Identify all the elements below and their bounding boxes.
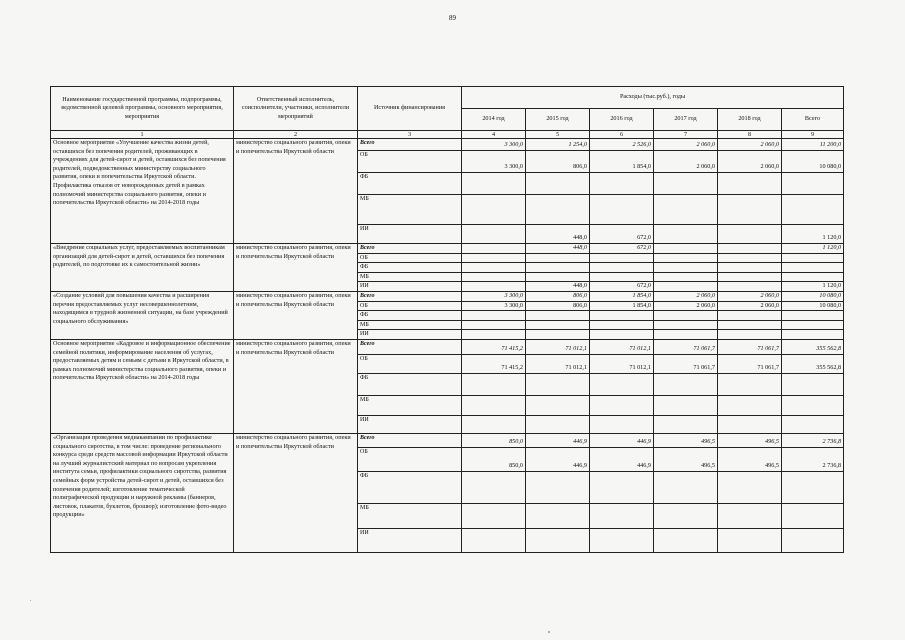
amount-cell	[526, 528, 590, 552]
amount-cell	[462, 272, 526, 282]
amount-cell: 1 120,0	[782, 244, 844, 254]
amount-cell: 3 300,0	[462, 139, 526, 151]
amount-cell: 2 526,0	[590, 139, 654, 151]
amount-cell	[654, 320, 718, 330]
funding-source-cell: ОБ	[358, 354, 462, 373]
funding-source-cell: МБ	[358, 395, 462, 415]
scan-speck	[30, 600, 31, 601]
amount-cell	[718, 320, 782, 330]
amount-cell	[782, 528, 844, 552]
amount-cell	[462, 395, 526, 415]
column-number: 1	[51, 131, 234, 139]
executor-cell: министерство социального развития, опеки и попечительства Иркутской области	[234, 139, 358, 244]
amount-cell	[782, 503, 844, 528]
amount-cell	[526, 415, 590, 433]
executor-cell: министерство социального развития, опеки и попечительства Иркутской области	[234, 339, 358, 433]
header-total: Всего	[782, 109, 844, 131]
amount-cell	[462, 173, 526, 195]
table-row	[51, 433, 844, 447]
amount-cell	[526, 173, 590, 195]
amount-cell	[782, 253, 844, 263]
amount-cell	[718, 330, 782, 340]
amount-cell: 10 080,0	[782, 151, 844, 173]
amount-cell: 3 300,0	[462, 151, 526, 173]
amount-cell	[654, 528, 718, 552]
amount-cell: 1 854,0	[590, 301, 654, 311]
amount-cell	[782, 320, 844, 330]
amount-cell	[782, 263, 844, 273]
amount-cell: 71 415,2	[462, 354, 526, 373]
amount-cell	[526, 503, 590, 528]
amount-cell	[718, 225, 782, 244]
header-year: 2017 год	[654, 109, 718, 131]
amount-cell: 2 736,8	[782, 433, 844, 447]
amount-cell: 2 736,8	[782, 447, 844, 471]
funding-source-cell: ОБ	[358, 253, 462, 263]
table-row	[51, 139, 844, 151]
amount-cell: 496,5	[718, 447, 782, 471]
funding-source-cell: МБ	[358, 503, 462, 528]
amount-cell	[462, 503, 526, 528]
table-row	[51, 339, 844, 354]
amount-cell	[718, 528, 782, 552]
funding-source-cell: ФБ	[358, 263, 462, 273]
executor-cell: министерство социального развития, опеки и попечительства Иркутской области	[234, 291, 358, 339]
header-year: 2018 год	[718, 109, 782, 131]
amount-cell	[462, 225, 526, 244]
amount-cell	[718, 173, 782, 195]
amount-cell	[526, 471, 590, 503]
amount-cell	[654, 503, 718, 528]
amount-cell	[526, 320, 590, 330]
column-number: 6	[590, 131, 654, 139]
funding-source-cell: МБ	[358, 320, 462, 330]
amount-cell: 850,0	[462, 433, 526, 447]
funding-source-cell: Всего	[358, 291, 462, 301]
column-number: 7	[654, 131, 718, 139]
amount-cell: 10 080,0	[782, 301, 844, 311]
scan-speck	[548, 631, 550, 633]
funding-source-cell: ИИ	[358, 528, 462, 552]
amount-cell	[526, 195, 590, 225]
amount-cell: 2 060,0	[654, 139, 718, 151]
amount-cell	[590, 320, 654, 330]
amount-cell: 1 854,0	[590, 291, 654, 301]
amount-cell: 2 060,0	[718, 301, 782, 311]
amount-cell	[526, 272, 590, 282]
column-number: 3	[358, 131, 462, 139]
amount-cell	[718, 471, 782, 503]
amount-cell	[782, 330, 844, 340]
column-number: 2	[234, 131, 358, 139]
amount-cell	[782, 395, 844, 415]
funding-source-cell: ОБ	[358, 447, 462, 471]
header-executor: Ответственный исполнитель, соисполнители, участники, исполнители мероприятий	[234, 87, 358, 131]
amount-cell	[718, 263, 782, 273]
amount-cell	[462, 253, 526, 263]
amount-cell: 71 012,1	[526, 339, 590, 354]
executor-cell: министерство социального развития, опеки и попечительства Иркутской области	[234, 244, 358, 292]
amount-cell: 71 061,7	[718, 339, 782, 354]
amount-cell	[654, 373, 718, 395]
amount-cell	[462, 528, 526, 552]
funding-source-cell: ФБ	[358, 471, 462, 503]
amount-cell: 1 120,0	[782, 282, 844, 292]
amount-cell	[654, 244, 718, 254]
amount-cell: 2 060,0	[654, 301, 718, 311]
amount-cell	[782, 373, 844, 395]
funding-source-cell: ФБ	[358, 173, 462, 195]
header-expenses: Расходы (тыс.руб.), годы	[462, 87, 844, 109]
amount-cell: 448,0	[526, 244, 590, 254]
amount-cell: 1 120,0	[782, 225, 844, 244]
amount-cell: 71 012,1	[590, 354, 654, 373]
amount-cell	[590, 272, 654, 282]
amount-cell: 11 200,0	[782, 139, 844, 151]
column-number: 5	[526, 131, 590, 139]
table-row	[51, 244, 844, 254]
table-row	[51, 291, 844, 301]
amount-cell	[462, 263, 526, 273]
funding-source-cell: МБ	[358, 195, 462, 225]
amount-cell: 355 562,8	[782, 354, 844, 373]
funding-source-cell: Всего	[358, 339, 462, 354]
amount-cell: 496,5	[654, 433, 718, 447]
executor-cell: министерство социального развития, опеки и попечительства Иркутской области	[234, 433, 358, 552]
amount-cell	[718, 253, 782, 263]
program-name-cell: Основное мероприятие «Кадровое и информационное обеспечение семейной политики, информирование населения об услугах, предоставляемых детям и семьям с детьми в Иркутской области, в рамках полномочий министерства социального развития, опеки и попечительства Иркутской области» на 2014-2018 годы	[51, 339, 234, 433]
amount-cell: 355 562,8	[782, 339, 844, 354]
program-name-cell: «Создание условий для повышения качества и расширения перечня предоставляемых услуг несовершеннолетним, находящимся в трудной жизненной ситуации, на базе учреждений социального обслуживания»	[51, 291, 234, 339]
amount-cell	[590, 330, 654, 340]
amount-cell	[590, 471, 654, 503]
amount-cell: 850,0	[462, 447, 526, 471]
amount-cell	[782, 415, 844, 433]
funding-source-cell: ИИ	[358, 330, 462, 340]
amount-cell	[590, 263, 654, 273]
amount-cell	[718, 195, 782, 225]
amount-cell: 446,9	[526, 433, 590, 447]
amount-cell: 71 061,7	[718, 354, 782, 373]
amount-cell: 672,0	[590, 225, 654, 244]
amount-cell: 3 300,0	[462, 291, 526, 301]
header-source: Источник финансирования	[358, 87, 462, 131]
budget-table	[50, 86, 844, 553]
amount-cell: 672,0	[590, 244, 654, 254]
amount-cell	[654, 253, 718, 263]
amount-cell	[462, 320, 526, 330]
column-number: 9	[782, 131, 844, 139]
funding-source-cell: МБ	[358, 272, 462, 282]
amount-cell: 2 060,0	[654, 151, 718, 173]
amount-cell	[654, 311, 718, 321]
column-numbers-row	[51, 131, 844, 139]
amount-cell	[526, 263, 590, 273]
amount-cell	[590, 373, 654, 395]
amount-cell: 71 061,7	[654, 339, 718, 354]
funding-source-cell: ИИ	[358, 415, 462, 433]
amount-cell	[462, 244, 526, 254]
funding-source-cell: Всего	[358, 433, 462, 447]
amount-cell: 71 061,7	[654, 354, 718, 373]
program-name-cell: «Организация проведения медиакампании по профилактике социального сиротства, в том числе: проведение регионального конкурса среди средств массовой информации Иркутской области на лучший журналистский материал по вопросам укрепления института семьи, профилактики социального сиротства, развития семейных форм устройства детей-сирот и детей, оставшихся без попечения родителей; изготовление тематической полиграфической продукции и наружной рекламы (баннеров, листовок, плакатов, буклетов, брошюр); изготовление фото-видео продукции»	[51, 433, 234, 552]
funding-source-cell: ИИ	[358, 282, 462, 292]
funding-source-cell: Всего	[358, 244, 462, 254]
program-name-cell: «Внедрение социальных услуг, предоставляемых воспитанникам организаций для детей-сирот и детей, оставшихся без попечения родителей, по подготовке их к самостоятельной жизни»	[51, 244, 234, 292]
amount-cell	[526, 330, 590, 340]
amount-cell	[654, 272, 718, 282]
amount-cell: 446,9	[590, 447, 654, 471]
amount-cell	[718, 282, 782, 292]
amount-cell: 10 080,0	[782, 291, 844, 301]
amount-cell: 2 060,0	[718, 151, 782, 173]
amount-cell	[462, 373, 526, 395]
amount-cell: 3 300,0	[462, 301, 526, 311]
amount-cell	[590, 415, 654, 433]
funding-source-cell: ФБ	[358, 373, 462, 395]
amount-cell: 496,5	[718, 433, 782, 447]
amount-cell: 806,0	[526, 301, 590, 311]
amount-cell: 71 012,1	[590, 339, 654, 354]
amount-cell: 71 415,2	[462, 339, 526, 354]
amount-cell	[718, 311, 782, 321]
amount-cell	[462, 415, 526, 433]
amount-cell	[462, 311, 526, 321]
amount-cell: 1 854,0	[590, 151, 654, 173]
amount-cell	[654, 263, 718, 273]
amount-cell: 448,0	[526, 225, 590, 244]
amount-cell: 446,9	[590, 433, 654, 447]
program-name-cell: Основное мероприятие «Улучшение качества жизни детей, оставшихся без попечения родителей, проживающих в учреждениях для детей-сирот и детей, оставшихся без попечения родителей, подведомственных министерству социального развития, опеки и попечительства Иркутской области. Профилактика отказов от новорожденных детей в рамках полномочий министерства социального развития, опеки и попечительства Иркутской области» на 2014-2018 годы	[51, 139, 234, 244]
amount-cell	[590, 253, 654, 263]
amount-cell	[782, 272, 844, 282]
amount-cell	[718, 373, 782, 395]
amount-cell	[526, 311, 590, 321]
amount-cell	[718, 244, 782, 254]
amount-cell	[718, 503, 782, 528]
amount-cell: 806,0	[526, 151, 590, 173]
amount-cell	[718, 415, 782, 433]
amount-cell	[590, 528, 654, 552]
amount-cell	[462, 195, 526, 225]
amount-cell: 71 012,1	[526, 354, 590, 373]
column-number: 4	[462, 131, 526, 139]
amount-cell: 806,0	[526, 291, 590, 301]
header-year: 2015 год	[526, 109, 590, 131]
header-year: 2014 год	[462, 109, 526, 131]
funding-source-cell: ФБ	[358, 311, 462, 321]
header-name: Наименование государственной программы, подпрограммы, ведомственной целевой программы, основного мероприятия, мероприятия	[51, 87, 234, 131]
amount-cell	[718, 272, 782, 282]
page-number: 89	[449, 14, 456, 22]
amount-cell	[782, 311, 844, 321]
amount-cell	[462, 282, 526, 292]
amount-cell	[462, 471, 526, 503]
header-year: 2016 год	[590, 109, 654, 131]
amount-cell	[654, 471, 718, 503]
amount-cell	[718, 395, 782, 415]
amount-cell	[782, 173, 844, 195]
amount-cell	[654, 173, 718, 195]
amount-cell: 2 060,0	[654, 291, 718, 301]
amount-cell	[654, 415, 718, 433]
amount-cell	[654, 282, 718, 292]
funding-source-cell: Всего	[358, 139, 462, 151]
column-number: 8	[718, 131, 782, 139]
amount-cell	[590, 311, 654, 321]
amount-cell: 672,0	[590, 282, 654, 292]
funding-source-cell: ОБ	[358, 151, 462, 173]
amount-cell: 2 060,0	[718, 139, 782, 151]
amount-cell	[526, 395, 590, 415]
funding-source-cell: ИИ	[358, 225, 462, 244]
amount-cell	[654, 330, 718, 340]
amount-cell: 446,9	[526, 447, 590, 471]
amount-cell	[654, 195, 718, 225]
amount-cell	[526, 373, 590, 395]
amount-cell	[462, 330, 526, 340]
amount-cell: 448,0	[526, 282, 590, 292]
amount-cell	[782, 471, 844, 503]
amount-cell	[590, 173, 654, 195]
amount-cell	[590, 503, 654, 528]
amount-cell	[654, 395, 718, 415]
amount-cell: 496,5	[654, 447, 718, 471]
amount-cell	[526, 253, 590, 263]
amount-cell	[782, 195, 844, 225]
amount-cell	[590, 195, 654, 225]
amount-cell	[590, 395, 654, 415]
amount-cell	[654, 225, 718, 244]
funding-source-cell: ОБ	[358, 301, 462, 311]
amount-cell: 1 254,0	[526, 139, 590, 151]
amount-cell: 2 060,0	[718, 291, 782, 301]
